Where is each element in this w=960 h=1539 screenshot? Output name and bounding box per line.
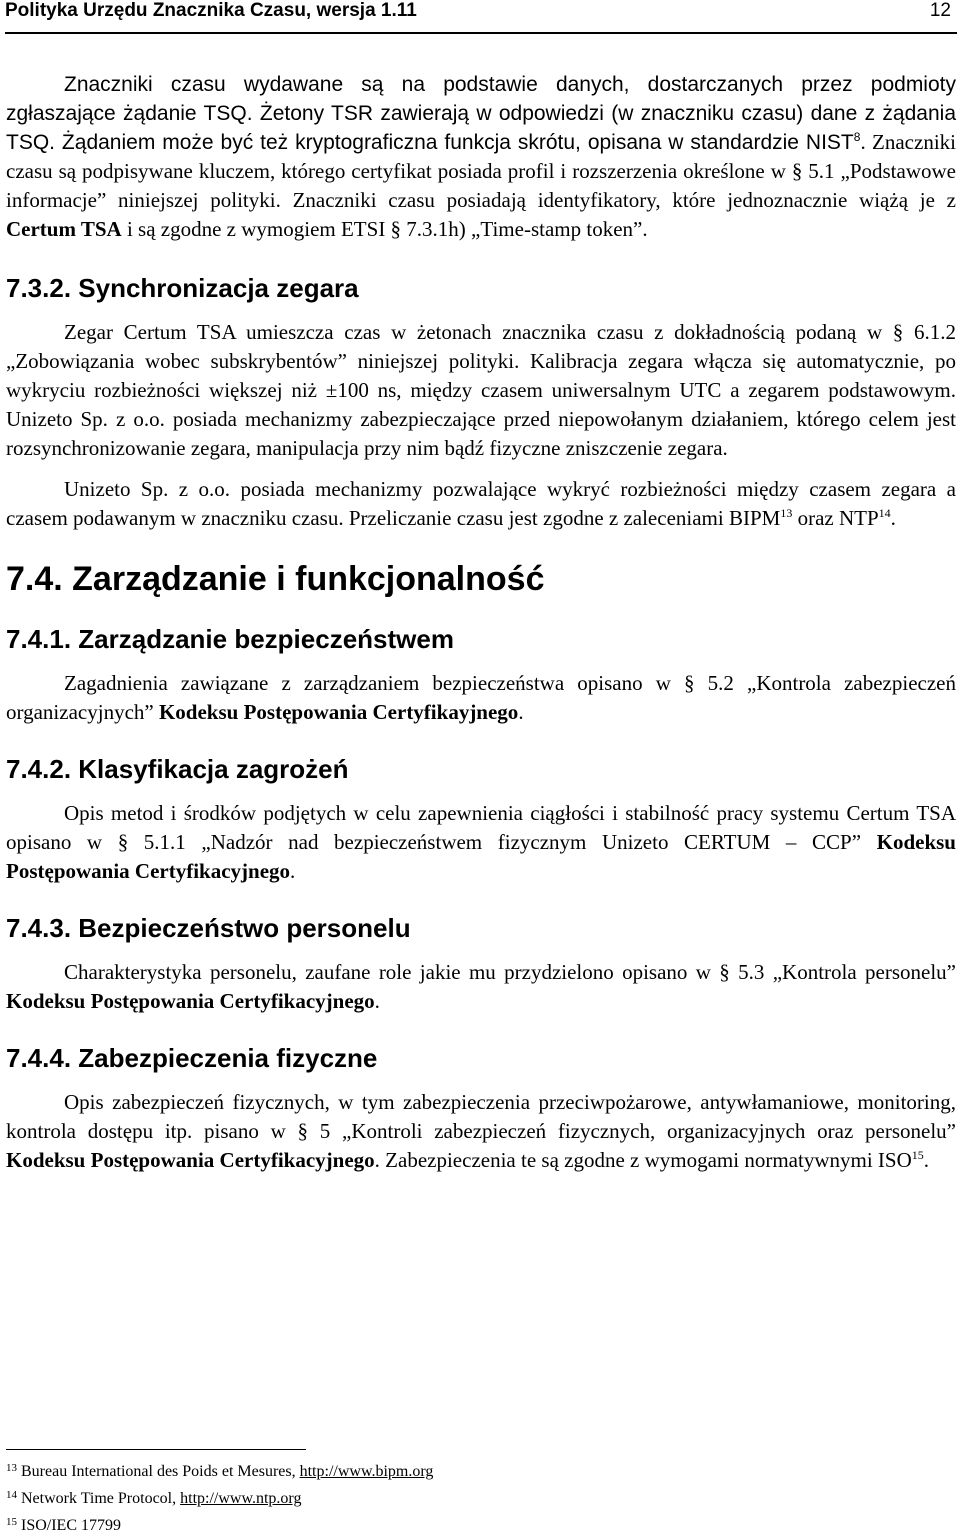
paragraph-clock-detection: Unizeto Sp. z o.o. posiada mechanizmy pozwalające wykryć rozbieżności między czasem zegara a czasem podawanym w znaczniku czasu. Przeliczanie czasu jest zgodne z zaleceniami BIPM$^{13}$ oraz NTP$^{14}$. xyxy=(6,477,956,530)
page-header xyxy=(5,0,955,26)
paragraph-clock-sync: Zegar Certum TSA umieszcza czas w żetonach znacznika czasu z dokładnością podaną w § 6.1.2 „Zobowiązania wobec subskrybentów” niniejszej polityki. Kalibracja zegara włącza się automatycznie, po wykryciu rozbieżności większej niż ±100 ns, między czasem uniwersalnym UTC a zegarem podstawowym. Unizeto Sp. z o.o. posiada mechanizmy zabezpieczające przed niepowołanym działaniem, którego celem jest rozsynchronizowanie zegara, manipulacja przy nim bądź fizyczne zniszczenie zegara. xyxy=(6,320,956,460)
paragraph-threat-classification: Opis metod i środków podjętych w celu zapewnienia ciągłości i stabilność pracy systemu Certum TSA opisano w § 5.1.1 „Nadzór nad bezpieczeństwem fizycznym Unizeto CERTUM – CCP” Kodeksu Postępowania Certyfikacyjnego. xyxy=(6,801,956,883)
header-divider xyxy=(5,32,957,34)
footnotes xyxy=(6,1458,906,1539)
footnote-14: $^{14}$ Network Time Protocol, http://www.ntp.org xyxy=(6,1489,302,1507)
footnote-ref-15: 15 xyxy=(911,1148,924,1162)
footnote-divider xyxy=(6,1449,306,1450)
page-number: 12 xyxy=(929,0,951,21)
bipm-link[interactable]: http://www.bipm.org xyxy=(299,1463,434,1480)
footnote-ref-13: 13 xyxy=(780,506,793,520)
heading-7-4-2: 7.4.2. Klasyfikacja zagrożeń xyxy=(6,754,349,784)
heading-7-3-2: 7.3.2. Synchronizacja zegara xyxy=(6,273,359,303)
heading-7-4-1: 7.4.1. Zarządzanie bezpieczeństwem xyxy=(6,624,454,654)
footnote-13: $^{13}$ Bureau International des Poids et Mesures, http://www.bipm.org xyxy=(6,1462,434,1480)
footnote-ref-8: 8 xyxy=(853,130,861,144)
paragraph-security-management: Zagadnienia zawiązane z zarządzaniem bezpieczeństwa opisano w § 5.2 „Kontrola zabezpieczeń organizacyjnych” Kodeksu Postępowania Certyfikayjnego. xyxy=(6,671,956,724)
heading-7-4: 7.4. Zarządzanie i funkcjonalność xyxy=(6,560,545,598)
document-title: Polityka Urzędu Znacznika Czasu, wersja 1.11 xyxy=(5,0,417,21)
ntp-link[interactable]: http://www.ntp.org xyxy=(180,1490,302,1507)
paragraph-physical-security: Opis zabezpieczeń fizycznych, w tym zabezpieczenia przeciwpożarowe, antywłamaniowe, monitoring, kontrola dostępu itp. pisano w § 5 „Kontroli zabezpieczeń fizycznych, organizacyjnych oraz personelu” Kodeksu Postępowania Certyfikacyjnego. Zabezpieczenia te są zgodne z wymogami normatywnymi ISO$^{15}$. xyxy=(6,1090,956,1172)
footnote-ref-14: 14 xyxy=(878,506,891,520)
footnote-15: $^{15}$ ISO/IEC 17799 xyxy=(6,1516,121,1534)
paragraph-timestamp-data: Znaczniki czasu wydawane są na podstawie danych, dostarczanych przez podmioty zgłaszające żądanie TSQ. Żetony TSR zawierają w odpowiedzi (w znaczniku czasu) dane z żądania TSQ. Żądaniem może być też kryptograficzna funkcja skrótu, opisana w standardzie NIST$^8$. Znaczniki czasu są podpisywane kluczem, którego certyfikat posiada profil i rozszerzenia określone w § 5.1 „Podstawowe informacje” niniejszej polityki. Znaczniki czasu posiadają identyfikatory, które jednoznacznie wiążą je z Certum TSA i są zgodne z wymogiem ETSI § 7.3.1h) „Time-stamp token”. xyxy=(6,73,956,241)
main-content xyxy=(6,70,956,1175)
heading-7-4-3: 7.4.3. Bezpieczeństwo personelu xyxy=(6,913,411,943)
heading-7-4-4: 7.4.4. Zabezpieczenia fizyczne xyxy=(6,1043,378,1073)
paragraph-personnel-security: Charakterystyka personelu, zaufane role jakie mu przydzielono opisano w § 5.3 „Kontrola personelu” Kodeksu Postępowania Certyfikacyjnego. xyxy=(6,960,956,1013)
